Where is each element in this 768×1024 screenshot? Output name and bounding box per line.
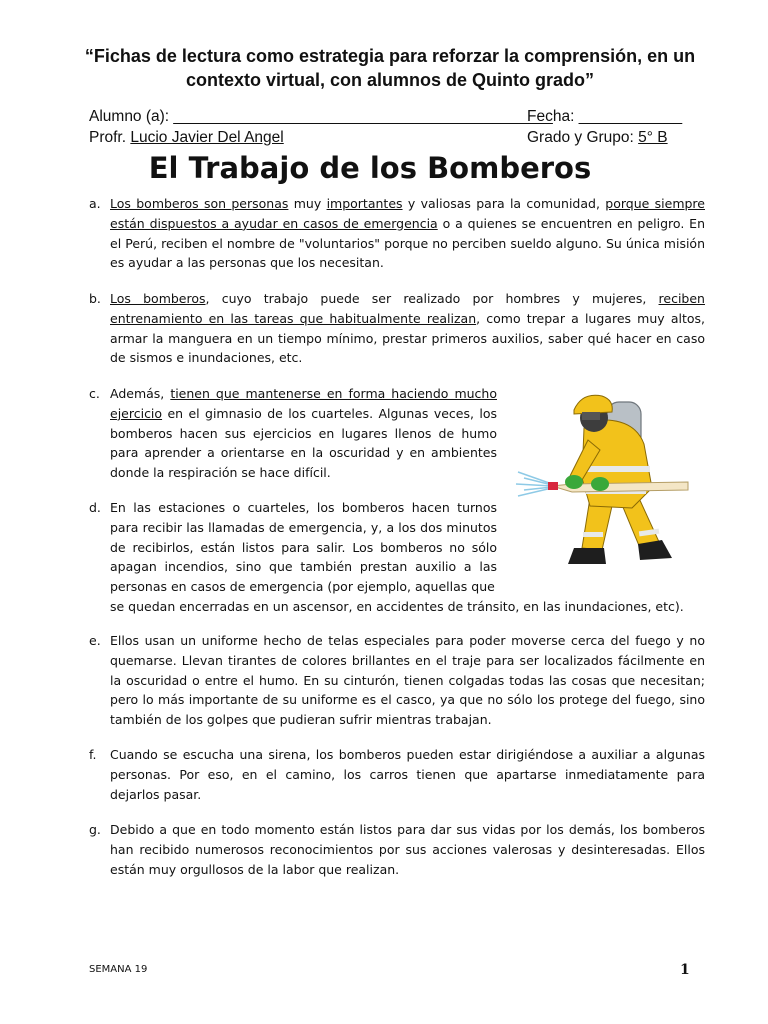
alumno-field: Alumno (a): ____________________________________________ (89, 108, 553, 125)
text: muy (288, 196, 327, 211)
water-spray (516, 472, 552, 496)
paragraph-body: Ellos usan un uniforme hecho de telas especiales para poder moverse cerca del fuego y no quemarse. Llevan tirantes de colores brillantes en el traje para ser localizados fácilmente en la oscuridad o entre el humo. En su cinturón, tienen colgadas todas las cosas que necesitan; pero lo más importante de su uniforme es el casco, ya que no sólo los protege del fuego, sino también de los golpes que pudieran sufrir mientras trabajan. (110, 633, 705, 728)
underlined-text: importantes (326, 196, 403, 211)
text: o a quienes se encuentren en peligro. En el Perú, reciben el nombre de "voluntarios" porque no perciben sueldo alguno. Su única misión es ayudar a las personas que los necesitan. (110, 215, 705, 271)
paragraph-f (89, 745, 705, 804)
paragraph-body (110, 384, 497, 483)
underlined-text: tienen que mantenerse en forma haciendo mucho ejercicio (110, 386, 497, 421)
firefighter-icon (512, 388, 692, 578)
text: , cuyo trabajo puede ser realizado por hombres y mujeres, (205, 291, 659, 306)
paragraph-body-wide: se quedan encerradas en un ascensor, en accidentes de tránsito, en las inundaciones, etc). (110, 598, 684, 614)
underlined-text: Los bomberos (110, 291, 206, 306)
right-glove (591, 477, 609, 491)
paragraph-body (110, 289, 705, 368)
paragraph-body: Debido a que en todo momento están listos para dar sus vidas por los demás, los bomberos han recibido numerosos reconocimientos por sus acciones valerosas y desinteresadas. Ellos están muy orgullosos de la labor que realizan. (110, 822, 705, 877)
paragraph-letter: b. (89, 291, 101, 306)
grado-value: 5° B (638, 129, 668, 146)
profr-label: Profr. (89, 129, 127, 146)
helmet (574, 395, 612, 414)
grado-grupo (527, 128, 668, 148)
footer-week: SEMANA 19 (89, 964, 148, 975)
underlined-text: porque siempre están dispuestos a ayudar en casos de emergencia (110, 196, 705, 231)
profr-name: Lucio Javier Del Angel (130, 129, 284, 146)
paragraph-letter: d. (89, 500, 101, 515)
paragraph-body: Cuando se escucha una sirena, los bomberos pueden estar dirigiéndose a auxiliar a algunas personas. Por eso, en el camino, los carros tienen que apartarse inmediatamente para dejarlos pasar. (110, 747, 705, 802)
page-number: 1 (680, 962, 690, 978)
teacher-info-row (89, 128, 689, 148)
paragraph-letter: a. (89, 196, 101, 211)
text: en el gimnasio de los cuarteles. Algunas veces, los bomberos hacen sus ejercicios en lugares llenos de humo para aprender a orientarse en la oscuridad y en ambientes donde la respiración se hace difícil. (110, 405, 497, 481)
underlined-text: Los bomberos son personas (110, 196, 289, 211)
header-title-line-1: “Fichas de lectura como estrategia para reforzar la comprensión, en un (84, 46, 696, 66)
paragraph-letter: c. (89, 386, 100, 401)
paragraph-g (89, 820, 705, 879)
paragraph-e (89, 631, 705, 730)
header-title-line-2: contexto virtual, con alumnos de Quinto grado” (185, 70, 595, 90)
visor (582, 412, 600, 420)
paragraph-b (89, 289, 705, 368)
coat-stripe (584, 466, 650, 472)
paragraph-letter: g. (89, 822, 101, 837)
text: Además, (110, 386, 171, 401)
paragraph-c (89, 384, 509, 483)
nozzle (548, 482, 558, 490)
paragraph-body (110, 194, 705, 273)
underlined-text: reciben entrenamiento en las tareas que habitualmente realizan (110, 291, 705, 326)
student-info-row (89, 107, 689, 127)
left-boot (568, 548, 606, 564)
leg-stripe (583, 532, 603, 537)
left-glove (565, 475, 583, 489)
fecha-field: Fecha: ____________ (527, 108, 683, 125)
paragraph-body-narrow: En las estaciones o cuarteles, los bomberos hacen turnos para recibir las llamadas de emergencia, y, a los dos minutos de recibirlos, están listos para salir. Los bomberos no sólo apagan incendios, sino que también prestan auxilio a las personas en casos de emergencia (por ejemplo, aquellas que (110, 500, 497, 595)
paragraph-letter: f. (89, 747, 97, 762)
grado-label: Grado y Grupo: (527, 129, 634, 146)
page-title: El Trabajo de los Bomberos (148, 151, 592, 185)
paragraph-a (89, 194, 705, 273)
text: , como trepar a lugares muy altos, armar la manguera en un tiempo mínimo, prestar primeros auxilios, saber qué hacer en caso de sismos e inundaciones, etc. (110, 310, 706, 366)
paragraph-letter: e. (89, 633, 101, 648)
text: y valiosas para la comunidad, (402, 196, 606, 211)
document-header-title (60, 44, 720, 92)
